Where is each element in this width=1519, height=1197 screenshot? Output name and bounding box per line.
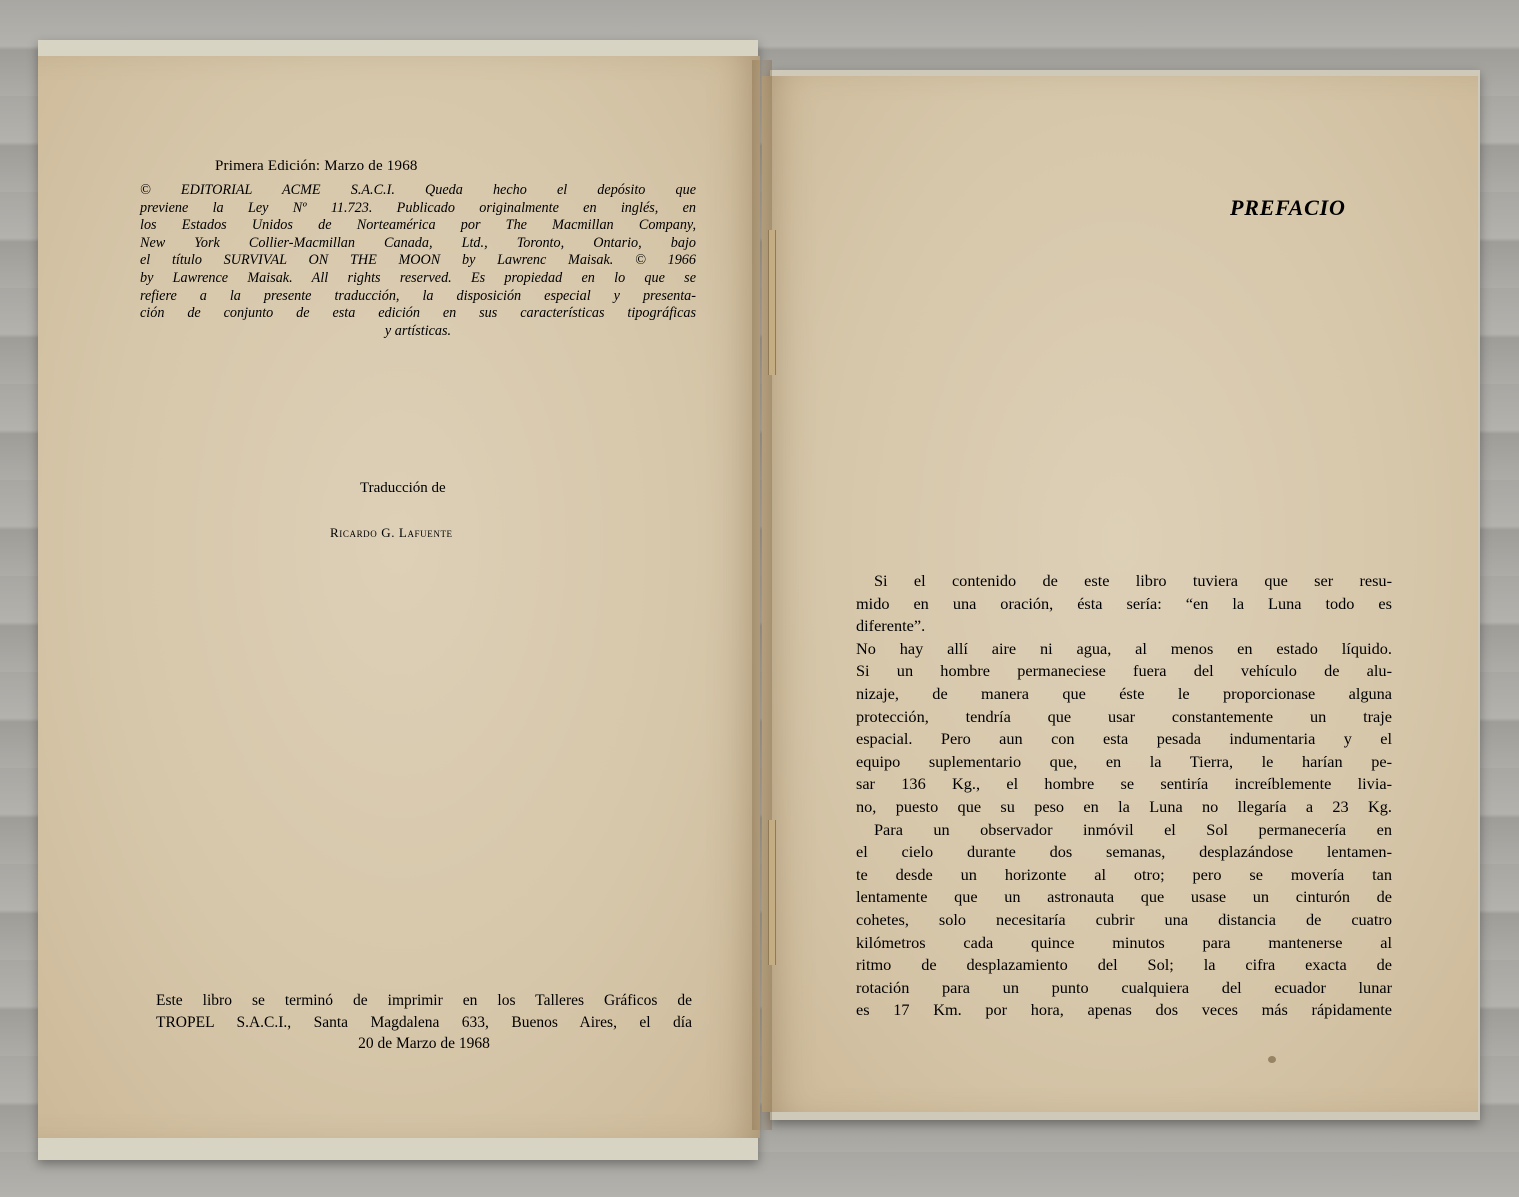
body-line: Si el contenido de este libro tuviera que ser resu- [874,571,1392,590]
body-line: espacial. Pero aun con esta pesada indumentaria y el [856,729,1392,749]
copyright-line: ción de conjunto de esta edición en sus características tipográficas [140,305,696,322]
copyright-line: el título SURVIVAL ON THE MOON by Lawrenc Maisak. © 1966 [140,252,696,269]
body-line: Para un observador inmóvil el Sol permanecería en [874,819,1392,839]
colophon-line: Este libro se terminó de imprimir en los Talleres Gráficos de [156,992,692,1009]
body-line: diferente”. [856,616,926,636]
body-line: rotación para un punto cualquiera del ecuador lunar [856,977,1392,997]
body-line: lentamente que un astronauta que usase un cinturón de [856,887,1392,907]
binding-stitch [768,820,776,965]
body-line: protección, tendría que usar constantemente un traje [856,706,1392,726]
chapter-title: PREFACIO [1230,195,1346,220]
body-line: kilómetros cada quince minutos para mantenerse al [856,932,1392,952]
body-line: equipo suplementario que, en la Tierra, le harían pe- [856,751,1392,771]
body-line: mido en una oración, ésta sería: “en la Luna todo es [856,593,1392,613]
body-line: No hay allí aire ni agua, al menos en estado líquido. [856,638,1392,658]
copyright-line: refiere a la presente traducción, la disposición especial y presenta- [140,287,696,304]
book-gutter [752,60,772,1130]
body-line: nizaje, de manera que éste le proporcionase alguna [856,683,1392,703]
copyright-notice [140,182,696,340]
colophon-line: 20 de Marzo de 1968 [358,1035,490,1052]
body-line: ritmo de desplazamiento del Sol; la cifra exacta de [856,955,1392,975]
body-line: te desde un horizonte al otro; pero se movería tan [856,864,1392,884]
translator-name: Ricardo G. Lafuente [330,525,453,540]
ink-spot [1268,1056,1276,1063]
copyright-line: © EDITORIAL ACME S.A.C.I. Queda hecho el depósito que [140,182,696,198]
body-line: sar 136 Kg., el hombre se sentiría increíblemente livia- [856,774,1392,794]
body-line: es 17 Km. por hora, apenas dos veces más rápidamente [856,1000,1392,1020]
colophon-line: TROPEL S.A.C.I., Santa Magdalena 633, Buenos Aires, el día [156,1013,692,1031]
body-line: el cielo durante dos semanas, desplazándose lentamen- [856,842,1392,862]
binding-stitch [768,230,776,375]
translation-label: Traducción de [360,480,446,496]
copyright-line: by Lawrence Maisak. All rights reserved. Es propiedad en lo que se [140,269,696,286]
copyright-line: New York Collier-Macmillan Canada, Ltd., Toronto, Ontario, bajo [140,234,696,251]
colophon [156,990,692,1055]
body-line: no, puesto que su peso en la Luna no llegaría a 23 Kg. [856,796,1392,816]
body-line: cohetes, solo necesitaría cubrir una distancia de cuatro [856,909,1392,929]
edition-line: Primera Edición: Marzo de 1968 [215,158,418,174]
copyright-line: y artísticas. [384,322,452,339]
copyright-line: previene la Ley Nº 11.723. Publicado originalmente en inglés, en [140,199,696,216]
copyright-line: los Estados Unidos de Norteamérica por The Macmillan Company, [140,217,696,234]
body-line: Si un hombre permaneciese fuera del vehículo de alu- [856,661,1392,681]
preface-body [856,570,1392,1022]
